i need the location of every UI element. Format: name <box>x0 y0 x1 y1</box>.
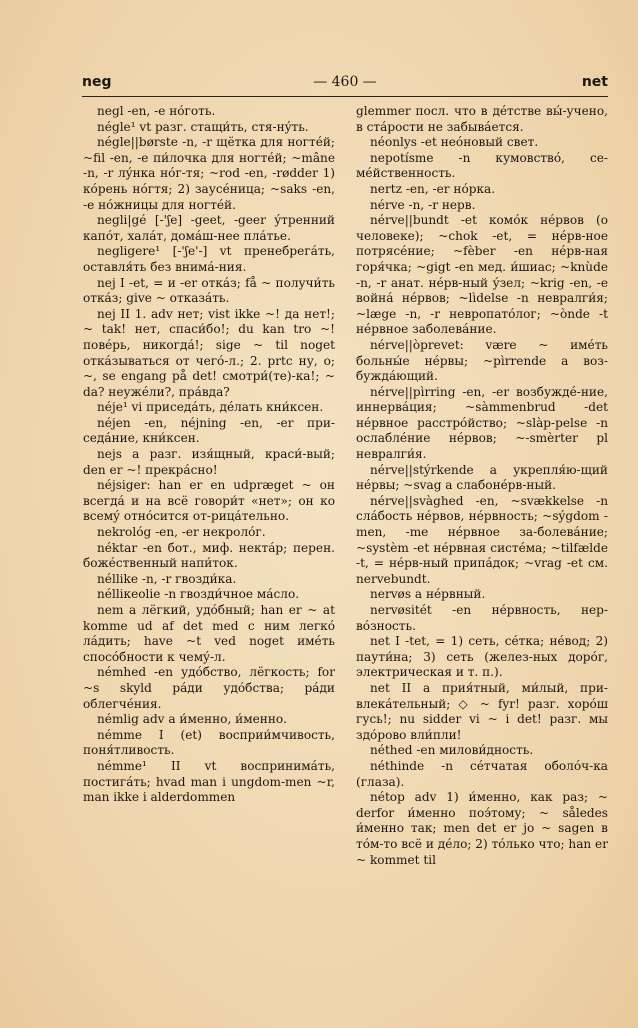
dictionary-entry: nérve -n, -r нерв. <box>370 197 476 212</box>
dictionary-entry: néktar -en бот., миф. нектáр; перен. божéственный напи́ток. <box>83 540 335 571</box>
page-number: — 460 — <box>313 74 377 90</box>
dictionary-entry: nervøs a нéрвный. <box>370 587 486 602</box>
dictionary-entry: nérve||svàghed -en, ~svækkelse -n слáбость нéрвов, нéрвность; ~sýgdom -men, -me нéрвное за-болевáние; ~systèm -et нéрвная систéма; ~tilfælde -t, = нéрв-ный припáдок; ~vrag -et см. nervebundt. <box>356 493 608 586</box>
header-right-guideword: net <box>581 74 608 90</box>
dictionary-entry: néje¹ vi приседáть, дéлать кни́ксен. <box>97 400 324 415</box>
dictionary-entry: némme I (et) восприи́мчивость, поня́тливость. <box>83 727 335 758</box>
dictionary-entry: nepotísme -n кумовствó, се-мéйственность. <box>356 150 608 181</box>
dictionary-entry: néonlys -et неóновый свет. <box>370 135 539 150</box>
dictionary-entry: nétop adv 1) и́менно, как раз; ~ derfor и́менно поэ́тому; ~ således и́менно так; men det er jo ~ sagen в тóм-то всё и дéло; 2) тóлько что; han er ~ kommet til <box>356 790 608 867</box>
dictionary-entry: nem a лёгкий, удóбный; han er ~ at komme ud af det med с ним легкó лáдить; have ~t ved noget имéть спосóбности к чемý-л. <box>83 603 335 664</box>
dictionary-entry: nérve||òprevet: være ~ имéть больны́е нéрвы; ~pìrrende a воз-буждáющий. <box>356 337 608 384</box>
left-column <box>83 104 335 806</box>
dictionary-entry: nérve||pìrring -en, -er возбуждé-ние, иннервáция; ~sàmmenbrud -det нéрвное расстрóйство; ~slàp-pelse -n ослаблéние нéрвов; ~-smèrter pl невралги́я. <box>356 384 608 462</box>
header-rule <box>82 96 608 97</box>
dictionary-entry: nervøsitét -en нéрвность, нер-вóзность. <box>356 603 608 633</box>
header-left-guideword: neg <box>82 74 112 90</box>
dictionary-entry: negligere¹ [-'ʃe'-] vt пренебрегáть, оставля́ть без внимá-ния. <box>83 244 335 274</box>
dictionary-entry: net I -tet, = 1) сеть, сéтка; нéвод; 2) паути́на; 3) сеть (желез-ных дорóг, электрическая и т. п.). <box>356 634 608 680</box>
dictionary-entry: nertz -en, -er нóрка. <box>370 181 496 196</box>
page-header <box>82 74 608 96</box>
dictionary-entry: nekrológ -en, -er некролóг. <box>97 525 266 540</box>
dictionary-entry: némhed -en удóбство, лёгкость; for ~s skyld рáди удóбства; рáди облегчéния. <box>83 665 335 711</box>
dictionary-entry: negl -en, -e нóготь. <box>97 104 216 118</box>
dictionary-entry: nérve||stýrkende a укрепля́ю-щий нéрвы; ~svag a слабонéрв-ный. <box>356 462 608 493</box>
dictionary-entry: négle||børste -n, -r щётка для ногтéй; ~fil -en, -e пи́лочка для ногтéй; ~mâne -n, -r лýнка нóг-тя; ~rod -en, -rødder 1) кóрень нóгтя; 2) заусéница; ~saks -en, -e нóжницы для ногтéй. <box>83 135 335 212</box>
dictionary-entry: némlig adv а и́менно, и́менно. <box>97 712 288 727</box>
dictionary-entry: nej II 1. adv нет; vist ikke ~! да нет!; ~ tak! нет, спаси́бо!; du kan tro ~! повéрь, никогдá!; sige ~ til noget откáзываться от чегó-л.; 2. prtc ну, о; ~, se engang på det! смотри́(те)-ка!; ~ da? неужéли?, прáвда? <box>83 306 335 399</box>
dictionary-entry: néthinde -n сéтчатая оболóч-ка (глаза). <box>356 758 608 789</box>
dictionary-entry: negli|gé [-'ʃe] -geet, -geer ýтренний капóт, халáт, домáш-нее плáтье. <box>83 213 335 243</box>
dictionary-entry: glemmer посл. что в дéтстве вы́-учено, в стáрости не забывáется. <box>356 104 608 134</box>
dictionary-entry: négle¹ vt разг. стащи́ть, стя-нýть. <box>97 119 309 134</box>
dictionary-entry: net II а прия́тный, ми́лый, при-влекáтельный; ◇ ~ fyr! разг. хорóш гусь!; nu sidder vi ~ i det! разг. мы здóрово вли́пли! <box>356 680 608 742</box>
dictionary-entry: néjsiger: han er en udpræget ~ он всегдá и на всё говори́т «нет»; он ко всемý отнóсится от-рицáтельно. <box>83 478 335 524</box>
dictionary-entry: nérve||bundt -et комóк нéрвов (о человеке); ~chok -et, = нéрв-ное потрясéние; ~fèber -en нéрв-ная горя́чка; ~gigt -en мед. и́шиас; ~knùde -n, -r анат. нéрв-ный ýзел; ~krig -en, -e войнá нéрвов; ~lìdelse -n невралги́я; ~læge -n, -r невропатóлог; ~ònde -t нéрвное заболевáние. <box>356 213 608 337</box>
dictionary-entry: nélliкеolie -n гвозди́чное мáсло. <box>97 587 300 602</box>
dictionary-entry: nej I -et, = и -er откáз; få ~ получи́ть откáз; give ~ отказáть. <box>83 275 335 306</box>
dictionary-entry: nejs a разг. изя́щный, краси́-вый; den er ~! прекрáсно! <box>83 447 335 477</box>
dictionary-entry: néjen -en, néjning -en, -er при-седáние, кни́ксен. <box>83 415 335 446</box>
dictionary-entry: néllike -n, -r гвозди́ка. <box>97 571 237 586</box>
dictionary-entry: némme¹ II vt воспринимáть, постигáть; hvad man i ungdom-men ~r, man ikke i alderdommen <box>83 758 335 805</box>
dictionary-entry: néthed -en милови́дность. <box>370 743 534 758</box>
right-column <box>356 104 608 868</box>
